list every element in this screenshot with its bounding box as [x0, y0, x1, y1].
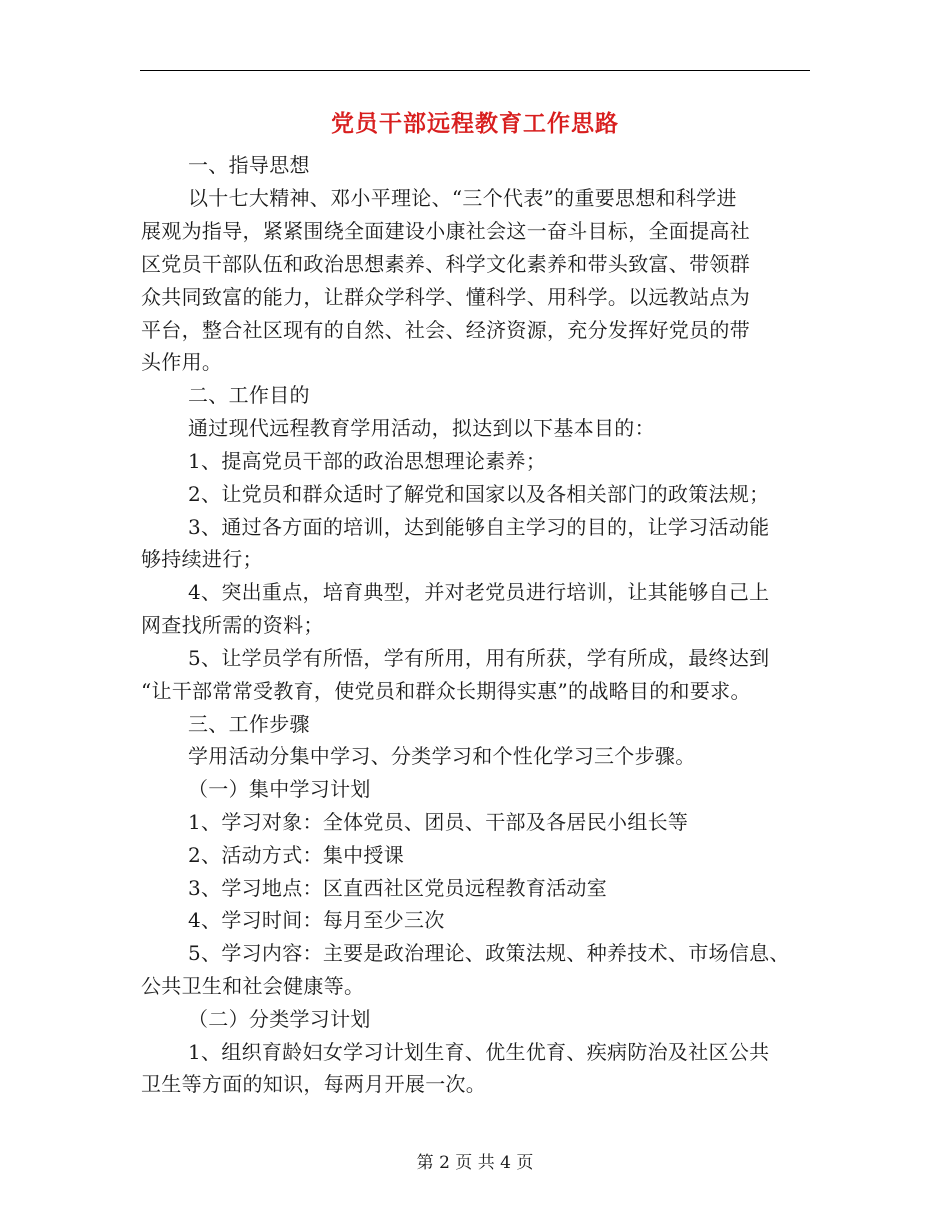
- subsection-heading-categorized-study: （二）分类学习计划: [188, 1007, 371, 1031]
- subsection-heading-centralized-study: （一）集中学习计划: [188, 777, 371, 801]
- paragraph-line: 以十七大精神、邓小平理论、“三个代表”的重要思想和科学进: [188, 186, 737, 210]
- paragraph-line: 区党员干部队伍和政治思想素养、科学文化素养和带头致富、带领群: [141, 252, 750, 276]
- section-heading-guiding-ideology: 一、指导思想: [188, 153, 310, 177]
- paragraph-line: 通过现代远程教育学用活动，拟达到以下基本目的：: [188, 416, 655, 440]
- list-item: 4、学习时间：每月至少三次: [188, 908, 445, 932]
- page-number-footer: 第 2 页 共 4 页: [416, 1153, 534, 1173]
- section-heading-work-steps: 三、工作步骤: [188, 712, 310, 736]
- list-item: 1、提高党员干部的政治思想理论素养；: [188, 449, 547, 473]
- paragraph-line: 平台，整合社区现有的自然、社会、经济资源，充分发挥好党员的带: [141, 318, 750, 342]
- list-item-continuation: 卫生等方面的知识，每两月开展一次。: [141, 1072, 487, 1096]
- list-item-continuation: 够持续进行；: [141, 547, 263, 571]
- paragraph-line: 学用活动分集中学习、分类学习和个性化学习三个步骤。: [188, 744, 696, 768]
- list-item: 1、组织育龄妇女学习计划生育、优生优育、疾病防治及社区公共: [188, 1040, 770, 1064]
- list-item: 5、学习内容：主要是政治理论、政策法规、种养技术、市场信息、: [188, 941, 790, 965]
- list-item: 2、让党员和群众适时了解党和国家以及各相关部门的政策法规；: [188, 482, 770, 506]
- list-item: 2、活动方式：集中授课: [188, 843, 405, 867]
- list-item: 1、学习对象：全体党员、团员、干部及各居民小组长等: [188, 810, 689, 834]
- list-item: 5、让学员学有所悟，学有所用，用有所获，学有所成，最终达到: [188, 646, 770, 670]
- list-item-continuation: 公共卫生和社会健康等。: [141, 974, 365, 998]
- paragraph-line: 众共同致富的能力，让群众学科学、懂科学、用科学。以远教站点为: [141, 285, 750, 309]
- paragraph-line: 头作用。: [141, 350, 223, 374]
- list-item: 3、学习地点：区直西社区党员远程教育活动室: [188, 876, 608, 900]
- paragraph-line: 展观为指导，紧紧围绕全面建设小康社会这一奋斗目标，全面提高社: [141, 219, 750, 243]
- list-item-continuation: “让干部常常受教育，使党员和群众长期得实惠”的战略目的和要求。: [141, 679, 751, 703]
- list-item-continuation: 网查找所需的资料；: [141, 613, 324, 637]
- header-rule: [140, 70, 810, 71]
- section-heading-work-goals: 二、工作目的: [188, 383, 310, 407]
- list-item: 3、通过各方面的培训，达到能够自主学习的目的，让学习活动能: [188, 515, 770, 539]
- document-title: 党员干部远程教育工作思路: [331, 111, 619, 137]
- list-item: 4、突出重点，培育典型，并对老党员进行培训，让其能够自己上: [188, 580, 770, 604]
